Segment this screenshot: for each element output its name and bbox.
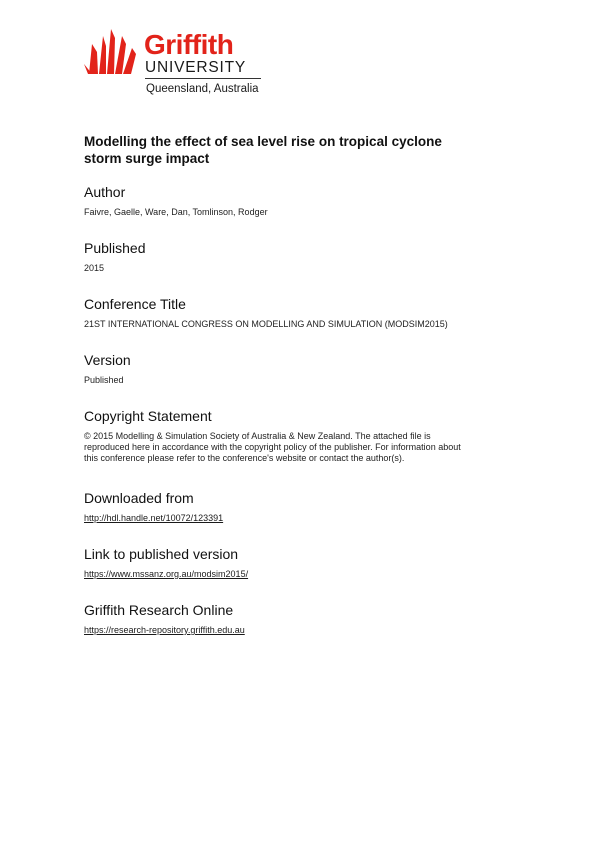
downloaded-from-section [84, 490, 524, 546]
copyright-section [84, 408, 524, 490]
published-version-link[interactable]: https://www.mssanz.org.au/modsim2015/ [84, 569, 249, 579]
paper-title-line-2: storm surge impact [84, 151, 210, 166]
paper-title-line-1: Modelling the effect of sea level rise on tropical cyclone [84, 134, 442, 149]
research-online-link[interactable]: https://research-repository.griffith.edu.au [84, 625, 245, 635]
griffith-flame-logo-icon [84, 28, 140, 78]
cover-sheet [84, 133, 524, 658]
research-online-heading: Griffith Research Online [84, 602, 234, 618]
logo-university-label: UNIVERSITY [145, 59, 247, 76]
version-heading: Version [84, 352, 131, 368]
published-value: 2015 [84, 263, 105, 273]
conference-title-value: 21ST INTERNATIONAL CONGRESS ON MODELLING AND SIMULATION (MODSIM2015) [84, 319, 448, 329]
conference-title-section [84, 296, 524, 352]
logo-brand-name: Griffith [144, 29, 234, 60]
published-heading: Published [84, 240, 146, 256]
paper-title [84, 133, 524, 167]
downloaded-from-link[interactable]: http://hdl.handle.net/10072/123391 [84, 513, 224, 523]
published-section [84, 240, 524, 296]
copyright-line-2: reproduced here in accordance with the copyright policy of the publisher. For information about [84, 442, 461, 452]
copyright-heading: Copyright Statement [84, 408, 212, 424]
version-value: Published [84, 375, 124, 385]
downloaded-from-heading: Downloaded from [84, 490, 194, 506]
research-online-section [84, 602, 524, 658]
conference-title-heading: Conference Title [84, 296, 186, 312]
copyright-text [84, 431, 524, 464]
published-version-section [84, 546, 524, 602]
author-section [84, 184, 524, 240]
logo-tagline: Queensland, Australia [146, 83, 259, 95]
griffith-university-logo [84, 28, 269, 98]
logo-divider [145, 78, 261, 79]
version-section [84, 352, 524, 408]
copyright-line-3: this conference please refer to the conference's website or contact the author(s). [84, 453, 405, 463]
published-version-heading: Link to published version [84, 546, 239, 562]
copyright-line-1: © 2015 Modelling & Simulation Society of Australia & New Zealand. The attached file is [84, 431, 431, 441]
author-heading: Author [84, 184, 126, 200]
author-value: Faivre, Gaelle, Ware, Dan, Tomlinson, Rodger [84, 207, 268, 217]
